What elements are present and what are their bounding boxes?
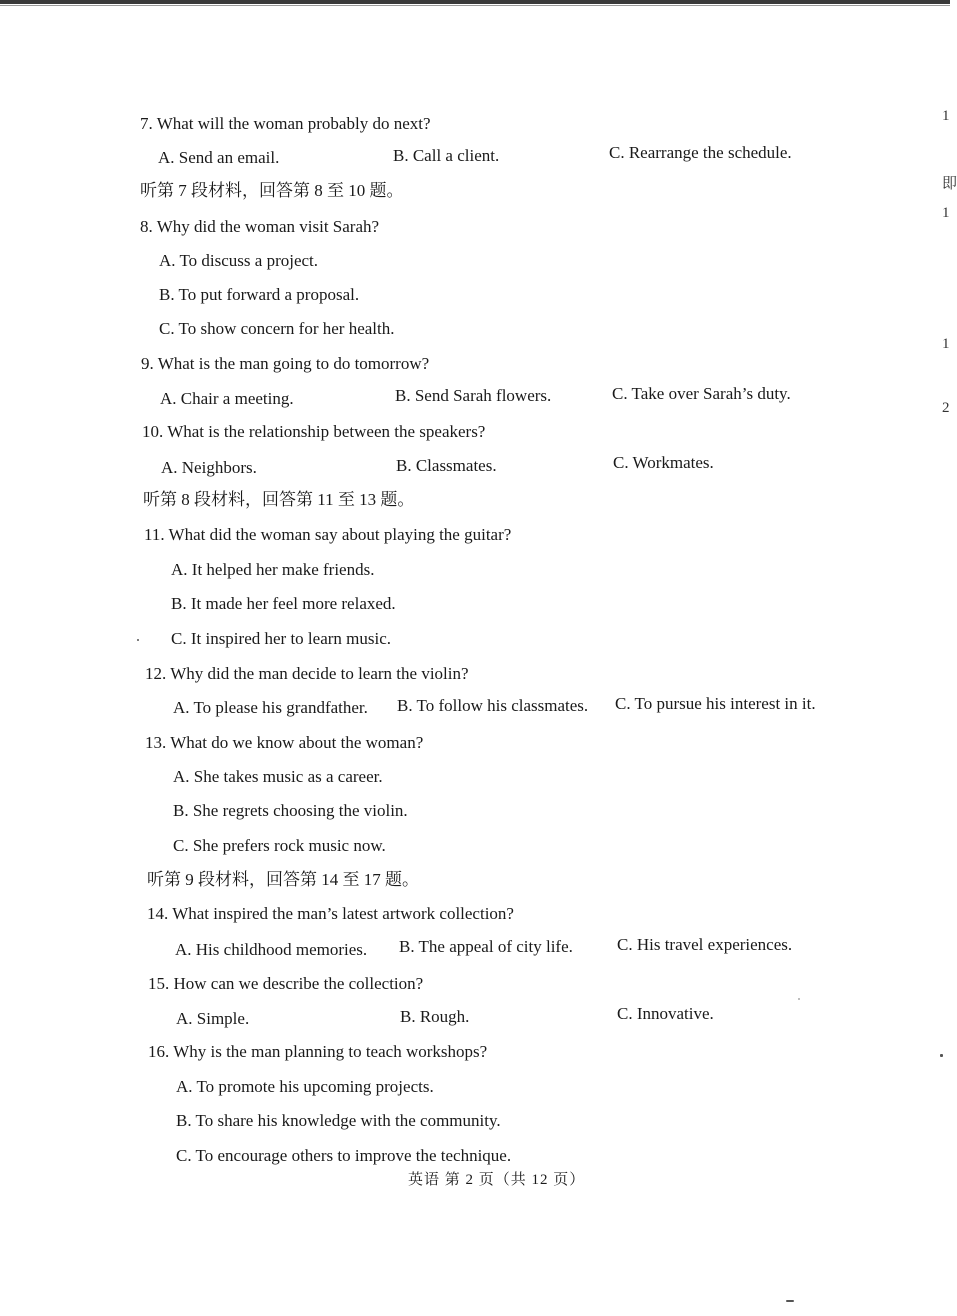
- q7-option-c: C. Rearrange the schedule.: [609, 143, 792, 162]
- q7-option-a: A. Send an email.: [158, 148, 280, 167]
- question-8: 8. Why did the woman visit Sarah?: [140, 217, 380, 236]
- q13-option-a: A. She takes music as a career.: [173, 767, 383, 786]
- scan-speck: [798, 998, 800, 1000]
- scan-speck: [137, 639, 139, 641]
- q8-option-c: C. To show concern for her health.: [159, 319, 395, 338]
- q12-option-a: A. To please his grandfather.: [173, 698, 368, 717]
- q11-option-a: A. It helped her make friends.: [171, 560, 375, 579]
- question-16: 16. Why is the man planning to teach workshops?: [148, 1042, 488, 1061]
- edge-mark: 即: [942, 176, 957, 192]
- top-border-thin: [0, 5, 950, 6]
- scan-speck: [786, 1300, 794, 1302]
- q7-option-b: B. Call a client.: [393, 146, 500, 165]
- q12-option-b: B. To follow his classmates.: [397, 696, 589, 715]
- question-12: 12. Why did the man decide to learn the violin?: [145, 664, 469, 683]
- scan-speck: [940, 1054, 943, 1057]
- q10-option-a: A. Neighbors.: [161, 458, 257, 477]
- question-15: 15. How can we describe the collection?: [148, 974, 424, 993]
- q15-option-c: C. Innovative.: [617, 1004, 714, 1023]
- q10-option-c: C. Workmates.: [613, 453, 714, 472]
- question-7: 7. What will the woman probably do next?: [140, 114, 431, 133]
- question-13: 13. What do we know about the woman?: [145, 733, 424, 752]
- edge-mark: 2: [942, 400, 950, 416]
- q14-option-a: A. His childhood memories.: [175, 940, 368, 959]
- q14-option-b: B. The appeal of city life.: [399, 937, 573, 956]
- edge-mark: 1: [942, 336, 950, 352]
- q15-option-a: A. Simple.: [176, 1009, 250, 1028]
- q14-option-c: C. His travel experiences.: [617, 935, 793, 954]
- q9-option-a: A. Chair a meeting.: [160, 389, 294, 408]
- q12-option-c: C. To pursue his interest in it.: [615, 694, 816, 713]
- question-14: 14. What inspired the man’s latest artwork collection?: [147, 904, 514, 923]
- section-7-instruction: 听第 7 段材料，回答第 8 至 10 题。: [140, 181, 404, 200]
- q13-option-b: B. She regrets choosing the violin.: [173, 801, 408, 820]
- edge-mark: 1: [942, 205, 950, 221]
- top-border: [0, 0, 950, 4]
- question-10: 10. What is the relationship between the speakers?: [142, 422, 486, 441]
- q15-option-b: B. Rough.: [400, 1007, 470, 1026]
- q10-option-b: B. Classmates.: [396, 456, 497, 475]
- q11-option-b: B. It made her feel more relaxed.: [171, 594, 396, 613]
- q13-option-c: C. She prefers rock music now.: [173, 836, 386, 855]
- section-9-instruction: 听第 9 段材料，回答第 14 至 17 题。: [147, 870, 419, 889]
- question-9: 9. What is the man going to do tomorrow?: [141, 354, 430, 373]
- q9-option-c: C. Take over Sarah’s duty.: [612, 384, 791, 403]
- q8-option-a: A. To discuss a project.: [159, 251, 319, 270]
- q9-option-b: B. Send Sarah flowers.: [395, 386, 552, 405]
- q8-option-b: B. To put forward a proposal.: [159, 285, 360, 304]
- question-11: 11. What did the woman say about playing the guitar?: [144, 525, 512, 544]
- q11-option-c: C. It inspired her to learn music.: [171, 629, 392, 648]
- q16-option-c: C. To encourage others to improve the technique.: [176, 1146, 512, 1165]
- q16-option-a: A. To promote his upcoming projects.: [176, 1077, 434, 1096]
- page-footer: 英语 第 2 页（共 12 页）: [408, 1172, 586, 1188]
- section-8-instruction: 听第 8 段材料，回答第 11 至 13 题。: [143, 490, 415, 509]
- edge-mark: 1: [942, 108, 950, 124]
- q16-option-b: B. To share his knowledge with the community.: [176, 1111, 501, 1130]
